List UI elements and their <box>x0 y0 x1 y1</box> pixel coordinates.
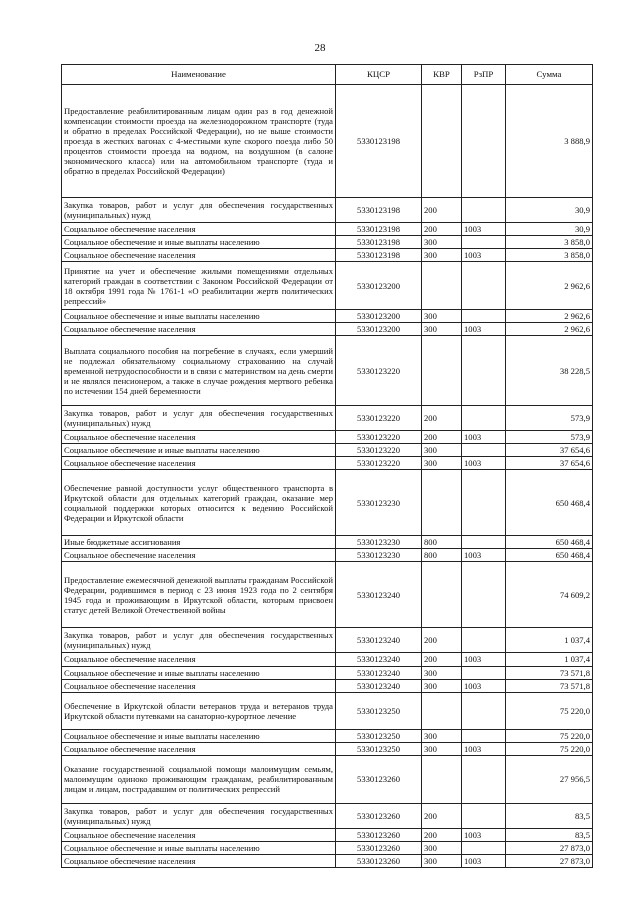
row-kcsr: 5330123230 <box>336 470 422 536</box>
row-kcsr: 5330123230 <box>336 549 422 562</box>
row-rzpr: 1003 <box>462 854 506 867</box>
row-sum: 650 468,4 <box>506 549 593 562</box>
row-sum: 83,5 <box>506 828 593 841</box>
row-kvr: 300 <box>422 444 462 457</box>
row-rzpr <box>462 310 506 323</box>
row-kvr: 200 <box>422 406 462 431</box>
row-kcsr: 5330123198 <box>336 223 422 236</box>
row-kcsr: 5330123220 <box>336 406 422 431</box>
table-row <box>62 457 593 470</box>
row-rzpr <box>462 470 506 536</box>
row-sum: 573,9 <box>506 406 593 431</box>
row-name: Социальное обеспечение населения <box>62 457 336 470</box>
table-row <box>62 679 593 692</box>
row-name: Социальное обеспечение и иные выплаты населению <box>62 236 336 249</box>
row-name: Оказание государственной социальной помощи малоимущим семьям, малоимущим одиноко проживающим гражданам, реабилитированным лицам и лицам, пострадавшим от политических репрессий <box>62 755 336 803</box>
row-kcsr: 5330123240 <box>336 679 422 692</box>
row-kvr: 300 <box>422 679 462 692</box>
table-row <box>62 262 593 310</box>
row-rzpr: 1003 <box>462 742 506 755</box>
row-name: Социальное обеспечение населения <box>62 679 336 692</box>
row-kcsr: 5330123240 <box>336 666 422 679</box>
row-name: Обеспечение равной доступности услуг общественного транспорта в Иркутской области для отдельных категорий граждан, оказание мер социальной поддержки которых относится к ведению Российской Федерации и Иркутской области <box>62 470 336 536</box>
row-rzpr: 1003 <box>462 828 506 841</box>
row-kvr: 300 <box>422 729 462 742</box>
row-sum: 37 654,6 <box>506 457 593 470</box>
row-kvr: 300 <box>422 742 462 755</box>
table-row <box>62 729 593 742</box>
row-name: Принятие на учет и обеспечение жилыми помещениями отдельных категорий граждан в соответствии с Законом Российской Федерации от 18 октября 1991 года № 1761-1 «О реабилитации жертв политических репрессий» <box>62 262 336 310</box>
row-name: Социальное обеспечение населения <box>62 854 336 867</box>
row-rzpr: 1003 <box>462 223 506 236</box>
row-sum: 83,5 <box>506 803 593 828</box>
table-body <box>62 85 593 868</box>
row-kcsr: 5330123240 <box>336 562 422 628</box>
row-rzpr <box>462 666 506 679</box>
table-row <box>62 828 593 841</box>
row-kvr <box>422 85 462 198</box>
row-kcsr: 5330123220 <box>336 444 422 457</box>
table-row <box>62 742 593 755</box>
table-row <box>62 653 593 666</box>
row-kcsr: 5330123240 <box>336 628 422 653</box>
row-sum: 37 654,6 <box>506 444 593 457</box>
row-name: Социальное обеспечение и иные выплаты населению <box>62 729 336 742</box>
row-kvr: 300 <box>422 310 462 323</box>
row-name: Социальное обеспечение населения <box>62 323 336 336</box>
row-sum: 573,9 <box>506 431 593 444</box>
row-kcsr: 5330123260 <box>336 828 422 841</box>
table-row <box>62 562 593 628</box>
row-sum: 3 858,0 <box>506 249 593 262</box>
row-kvr: 300 <box>422 841 462 854</box>
row-kvr: 200 <box>422 828 462 841</box>
row-sum: 3 858,0 <box>506 236 593 249</box>
row-sum: 27 956,5 <box>506 755 593 803</box>
header-kvr: КВР <box>422 65 462 85</box>
row-name: Социальное обеспечение и иные выплаты населению <box>62 310 336 323</box>
table-row <box>62 803 593 828</box>
row-kvr: 200 <box>422 223 462 236</box>
table-row <box>62 236 593 249</box>
row-kcsr: 5330123220 <box>336 336 422 406</box>
row-kcsr: 5330123200 <box>336 310 422 323</box>
row-sum: 74 609,2 <box>506 562 593 628</box>
row-rzpr <box>462 628 506 653</box>
row-kvr: 300 <box>422 457 462 470</box>
table-row <box>62 198 593 223</box>
row-sum: 75 220,0 <box>506 692 593 729</box>
row-name: Закупка товаров, работ и услуг для обеспечения государственных (муниципальных) нужд <box>62 198 336 223</box>
row-kvr: 300 <box>422 236 462 249</box>
row-name: Закупка товаров, работ и услуг для обеспечения государственных (муниципальных) нужд <box>62 803 336 828</box>
row-name: Социальное обеспечение населения <box>62 223 336 236</box>
row-sum: 1 037,4 <box>506 628 593 653</box>
table-row <box>62 692 593 729</box>
table-row <box>62 755 593 803</box>
row-rzpr: 1003 <box>462 323 506 336</box>
row-sum: 38 228,5 <box>506 336 593 406</box>
header-name: Наименование <box>62 65 336 85</box>
row-kcsr: 5330123200 <box>336 262 422 310</box>
row-kvr: 800 <box>422 549 462 562</box>
row-name: Закупка товаров, работ и услуг для обеспечения государственных (муниципальных) нужд <box>62 406 336 431</box>
table-row <box>62 470 593 536</box>
row-name: Предоставление ежемесячной денежной выплаты гражданам Российской Федерации, родившимся в период с 23 июня 1923 года по 2 сентября 1945 года и проживающим в Иркутской области, которым присвоен статус детей Великой Отечественной войны <box>62 562 336 628</box>
row-sum: 30,9 <box>506 198 593 223</box>
row-name: Социальное обеспечение населения <box>62 431 336 444</box>
row-rzpr <box>462 336 506 406</box>
table-row <box>62 841 593 854</box>
header-rzpr: РзПР <box>462 65 506 85</box>
row-name: Социальное обеспечение и иные выплаты населению <box>62 841 336 854</box>
row-rzpr <box>462 85 506 198</box>
row-name: Социальное обеспечение и иные выплаты населению <box>62 444 336 457</box>
row-name: Закупка товаров, работ и услуг для обеспечения государственных (муниципальных) нужд <box>62 628 336 653</box>
budget-table <box>61 64 593 868</box>
table-row <box>62 310 593 323</box>
row-sum: 650 468,4 <box>506 536 593 549</box>
row-rzpr <box>462 841 506 854</box>
row-sum: 75 220,0 <box>506 742 593 755</box>
table-row <box>62 666 593 679</box>
row-kcsr: 5330123198 <box>336 236 422 249</box>
row-rzpr <box>462 236 506 249</box>
row-rzpr: 1003 <box>462 679 506 692</box>
row-kcsr: 5330123240 <box>336 653 422 666</box>
row-rzpr <box>462 198 506 223</box>
row-rzpr <box>462 692 506 729</box>
row-name: Социальное обеспечение населения <box>62 653 336 666</box>
row-sum: 27 873,0 <box>506 841 593 854</box>
row-rzpr: 1003 <box>462 431 506 444</box>
row-kvr: 200 <box>422 198 462 223</box>
header-kcsr: КЦСР <box>336 65 422 85</box>
row-name: Социальное обеспечение населения <box>62 549 336 562</box>
header-sum: Сумма <box>506 65 593 85</box>
table-header <box>62 65 593 85</box>
table-row <box>62 628 593 653</box>
row-name: Иные бюджетные ассигнования <box>62 536 336 549</box>
row-kvr: 300 <box>422 323 462 336</box>
row-rzpr <box>462 444 506 457</box>
table-row <box>62 406 593 431</box>
row-kcsr: 5330123250 <box>336 729 422 742</box>
row-kcsr: 5330123250 <box>336 742 422 755</box>
row-kvr: 200 <box>422 653 462 666</box>
row-kcsr: 5330123198 <box>336 249 422 262</box>
row-kvr: 200 <box>422 628 462 653</box>
row-kcsr: 5330123260 <box>336 803 422 828</box>
row-kvr <box>422 562 462 628</box>
header-row <box>62 65 593 85</box>
row-sum: 73 571,8 <box>506 666 593 679</box>
row-sum: 2 962,6 <box>506 310 593 323</box>
row-rzpr <box>462 562 506 628</box>
row-kvr <box>422 692 462 729</box>
row-kcsr: 5330123200 <box>336 323 422 336</box>
row-sum: 3 888,9 <box>506 85 593 198</box>
row-kvr: 200 <box>422 803 462 828</box>
row-kvr: 300 <box>422 249 462 262</box>
table-row <box>62 854 593 867</box>
page-number: 28 <box>314 42 326 54</box>
row-kvr <box>422 336 462 406</box>
row-kvr <box>422 262 462 310</box>
row-kcsr: 5330123260 <box>336 854 422 867</box>
row-name: Предоставление реабилитированным лицам один раз в год денежной компенсации стоимости проезда на железнодорожном транспорте (туда и обратно в пределах Российской Федерации), но не выше стоимости проезда в жестких вагонах с 4-местными купе скорого поезда либо 50 процентов стоимости проезда на водном, на воздушном (в салоне экономического класса) или на автомобильном транспорте (туда и обратно в пределах Российской Федерации) <box>62 85 336 198</box>
table-row <box>62 85 593 198</box>
row-rzpr: 1003 <box>462 249 506 262</box>
table-row <box>62 536 593 549</box>
row-kvr: 300 <box>422 666 462 679</box>
row-sum: 2 962,6 <box>506 323 593 336</box>
row-rzpr: 1003 <box>462 653 506 666</box>
row-sum: 30,9 <box>506 223 593 236</box>
row-rzpr <box>462 536 506 549</box>
row-rzpr <box>462 755 506 803</box>
row-sum: 73 571,8 <box>506 679 593 692</box>
row-kvr <box>422 470 462 536</box>
row-kvr: 200 <box>422 431 462 444</box>
row-sum: 2 962,6 <box>506 262 593 310</box>
row-sum: 1 037,4 <box>506 653 593 666</box>
row-rzpr <box>462 803 506 828</box>
row-name: Социальное обеспечение населения <box>62 249 336 262</box>
row-name: Обеспечение в Иркутской области ветеранов труда и ветеранов труда Иркутской области путевками на санаторно-курортное лечение <box>62 692 336 729</box>
table-row <box>62 549 593 562</box>
row-sum: 650 468,4 <box>506 470 593 536</box>
row-kcsr: 5330123260 <box>336 841 422 854</box>
row-kcsr: 5330123260 <box>336 755 422 803</box>
row-name: Выплата социального пособия на погребение в случаях, если умерший не подлежал обязательному социальному страхованию на случай временной нетрудоспособности и в связи с материнством на день смерти и не являлся пенсионером, а также в случае рождения мертвого ребенка по истечении 154 дней беременности <box>62 336 336 406</box>
row-name: Социальное обеспечение населения <box>62 742 336 755</box>
row-rzpr <box>462 406 506 431</box>
table-row <box>62 431 593 444</box>
table-row <box>62 223 593 236</box>
row-kcsr: 5330123230 <box>336 536 422 549</box>
table-row <box>62 336 593 406</box>
row-kvr: 300 <box>422 854 462 867</box>
table-row <box>62 323 593 336</box>
row-kcsr: 5330123220 <box>336 431 422 444</box>
row-name: Социальное обеспечение населения <box>62 828 336 841</box>
row-name: Социальное обеспечение и иные выплаты населению <box>62 666 336 679</box>
row-kcsr: 5330123220 <box>336 457 422 470</box>
row-sum: 75 220,0 <box>506 729 593 742</box>
row-sum: 27 873,0 <box>506 854 593 867</box>
row-rzpr <box>462 729 506 742</box>
row-kvr <box>422 755 462 803</box>
row-kcsr: 5330123250 <box>336 692 422 729</box>
row-kcsr: 5330123198 <box>336 85 422 198</box>
table-row <box>62 444 593 457</box>
row-kvr: 800 <box>422 536 462 549</box>
row-kcsr: 5330123198 <box>336 198 422 223</box>
row-rzpr: 1003 <box>462 457 506 470</box>
row-rzpr: 1003 <box>462 549 506 562</box>
table-row <box>62 249 593 262</box>
row-rzpr <box>462 262 506 310</box>
